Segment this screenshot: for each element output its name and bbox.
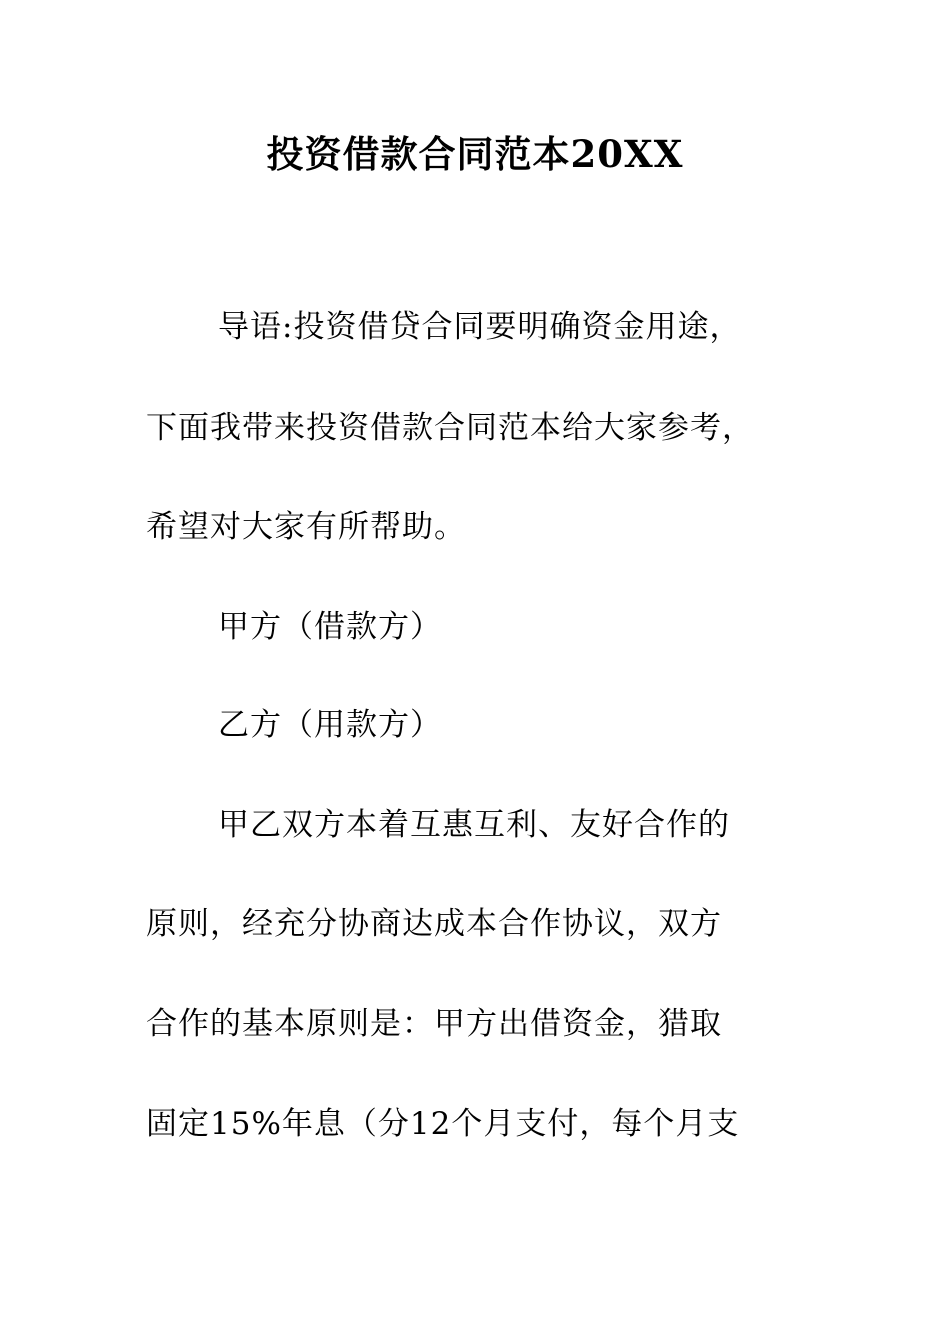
paragraph-line-intro-2: 下面我带来投资借款合同范本给大家参考， xyxy=(146,410,754,446)
party-a-line: 甲方（借款方） xyxy=(218,609,442,645)
party-b-line: 乙方（用款方） xyxy=(218,707,442,743)
document-title: 投资借款合同范本20XX xyxy=(266,132,684,176)
paragraph-line-intro-3: 希望对大家有所帮助。 xyxy=(146,509,466,545)
paragraph-line-principle-4: 固定15%年息（分12个月支付，每个月支 xyxy=(146,1106,740,1142)
paragraph-line-principle-2: 原则，经充分协商达成本合作协议，双方 xyxy=(146,906,722,942)
paragraph-line-principle-1: 甲乙双方本着互惠互利、友好合作的 xyxy=(218,807,730,843)
paragraph-line-intro-1: 导语:投资借贷合同要明确资金用途， xyxy=(218,309,742,345)
paragraph-line-principle-3: 合作的基本原则是：甲方出借资金，猎取 xyxy=(146,1006,722,1042)
